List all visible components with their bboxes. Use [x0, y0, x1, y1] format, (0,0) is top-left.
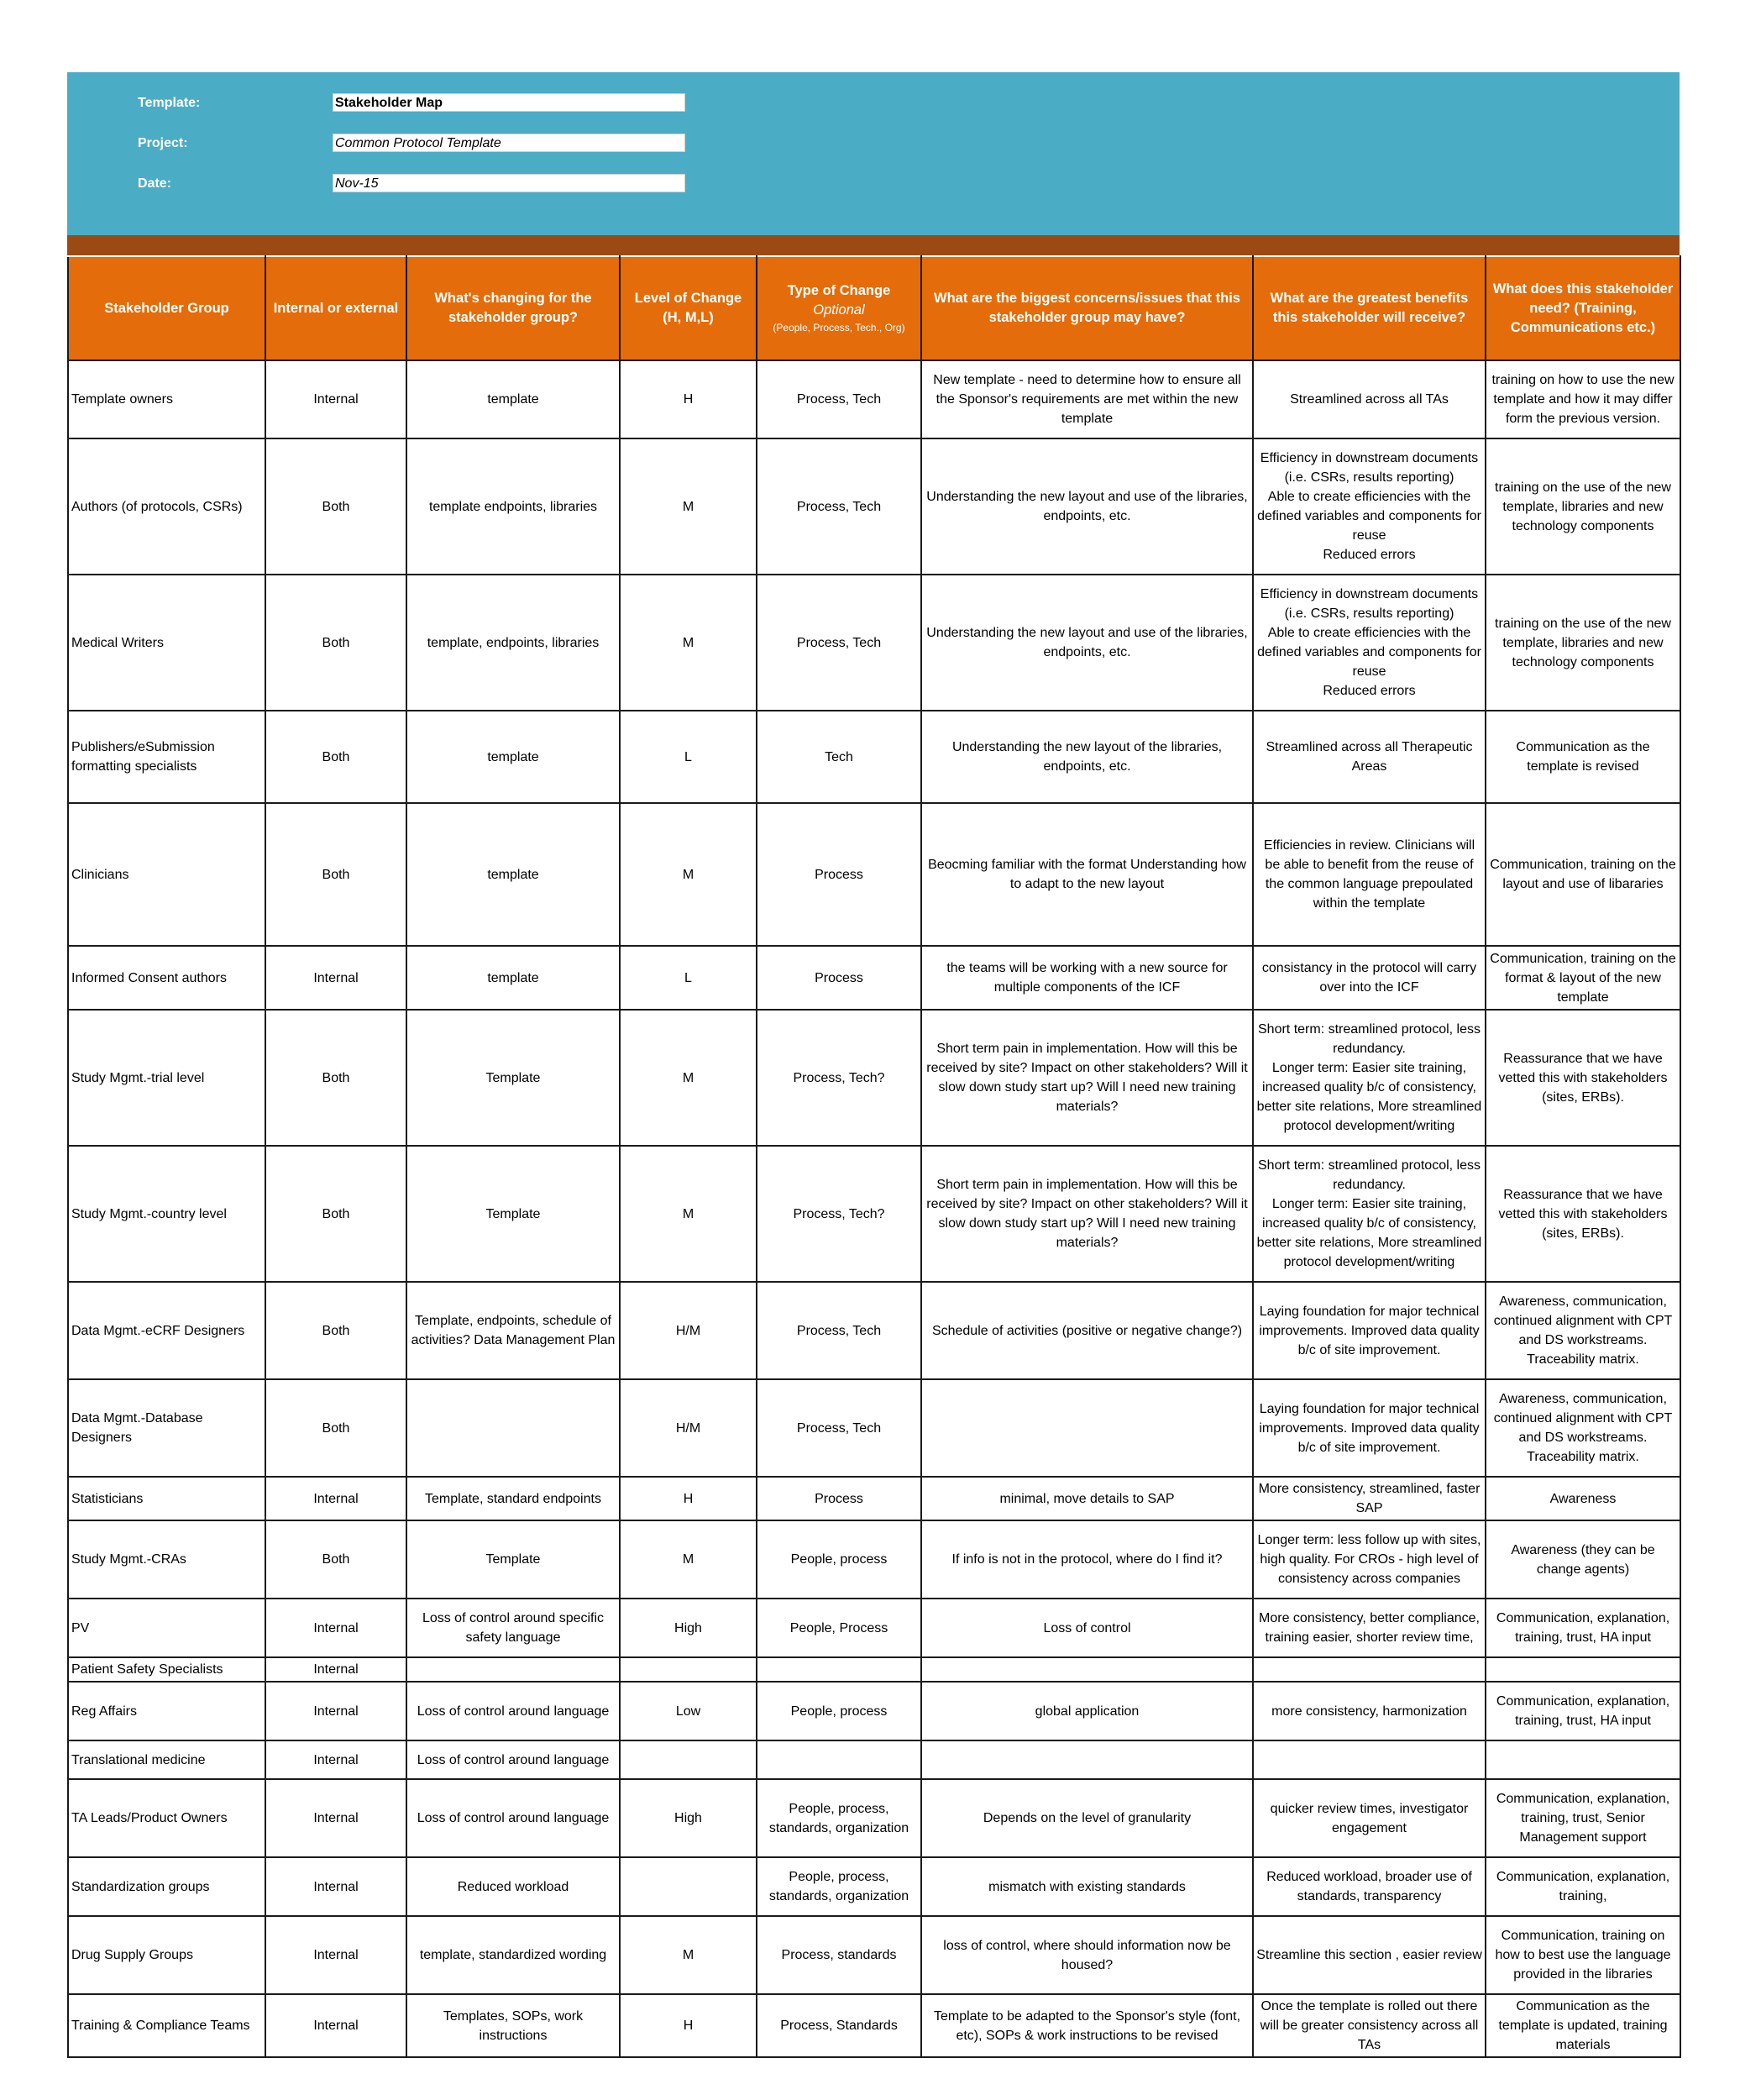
type-of-change-cell[interactable]: People, process, standards, organization — [757, 1857, 921, 1916]
internal-external-cell[interactable]: Both — [265, 1146, 406, 1282]
needs-cell[interactable]: Communication, training on the format & layout of the new template — [1486, 946, 1680, 1010]
concerns-cell[interactable]: Understanding the new layout and use of the libraries, endpoints, etc. — [921, 575, 1253, 711]
needs-cell[interactable]: Awareness, communication, continued alignment with CPT and DS workstreams. Traceability matrix. — [1486, 1379, 1680, 1477]
type-of-change-cell[interactable]: Process, Tech — [757, 1379, 921, 1477]
needs-cell[interactable]: Awareness, communication, continued alignment with CPT and DS workstreams. Traceability matrix. — [1486, 1282, 1680, 1379]
type-of-change-cell[interactable]: Process — [757, 946, 921, 1010]
table-row — [68, 711, 1680, 803]
type-of-change-cell[interactable]: Process — [757, 1477, 921, 1520]
needs-cell[interactable]: Communication, training on how to best use the language provided in the libraries — [1486, 1916, 1680, 1994]
project-label: Project: — [138, 136, 188, 150]
stakeholder-group-cell[interactable]: Authors (of protocols, CSRs) — [68, 438, 265, 575]
level-of-change-cell[interactable]: H/M — [620, 1282, 757, 1379]
level-of-change-cell[interactable]: M — [620, 575, 757, 711]
concerns-cell[interactable]: Depends on the level of granularity — [921, 1779, 1253, 1857]
level-of-change-cell[interactable]: M — [620, 803, 757, 946]
benefits-cell[interactable]: Efficiency in downstream documents (i.e. CSRs, results reporting) Able to create efficiencies with the defined variables and components for reuse Reduced errors — [1253, 438, 1486, 575]
type-of-change-cell[interactable] — [757, 1740, 921, 1779]
table-row — [68, 1379, 1680, 1477]
table-row — [68, 1657, 1680, 1682]
stakeholder-group-cell[interactable]: TA Leads/Product Owners — [68, 1779, 265, 1857]
benefits-cell[interactable]: More consistency, streamlined, faster SAP — [1253, 1477, 1486, 1520]
type-of-change-cell[interactable] — [757, 1657, 921, 1682]
needs-cell[interactable]: Communication, explanation, training, trust, HA input — [1486, 1599, 1680, 1657]
concerns-cell[interactable] — [921, 1740, 1253, 1779]
level-of-change-cell[interactable]: H — [620, 360, 757, 438]
benefits-cell[interactable]: Short term: streamlined protocol, less redundancy. Longer term: Easier site training, increased quality b/c of consistency, better site relations, More streamlined protocol development/writing — [1253, 1146, 1486, 1282]
table-row — [68, 360, 1680, 438]
stakeholder-group-cell[interactable]: Data Mgmt.-eCRF Designers — [68, 1282, 265, 1379]
stakeholder-group-cell[interactable]: Medical Writers — [68, 575, 265, 711]
concerns-cell[interactable]: the teams will be working with a new source for multiple components of the ICF — [921, 946, 1253, 1010]
whats-changing-cell[interactable]: Reduced workload — [406, 1857, 620, 1916]
concerns-cell[interactable]: minimal, move details to SAP — [921, 1477, 1253, 1520]
concerns-cell[interactable]: mismatch with existing standards — [921, 1857, 1253, 1916]
benefits-cell[interactable]: quicker review times, investigator engagement — [1253, 1779, 1486, 1857]
type-of-change-cell[interactable]: Process, Standards — [757, 1994, 921, 2057]
type-of-change-options: (People, Process, Tech., Org) — [773, 322, 905, 333]
type-of-change-cell[interactable]: Tech — [757, 711, 921, 803]
concerns-cell[interactable]: New template - need to determine how to ensure all the Sponsor's requirements are met within the new template — [921, 360, 1253, 438]
whats-changing-cell[interactable]: Template — [406, 1146, 620, 1282]
type-of-change-title: Type of Change — [787, 283, 891, 298]
level-of-change-cell[interactable]: M — [620, 1010, 757, 1146]
needs-cell[interactable] — [1486, 1740, 1680, 1779]
needs-cell[interactable] — [1486, 1657, 1680, 1682]
level-of-change-cell[interactable]: M — [620, 1146, 757, 1282]
level-of-change-cell[interactable]: L — [620, 946, 757, 1010]
col-header-whats-changing: What's changing for the stakeholder group? — [406, 256, 620, 360]
table-row — [68, 1146, 1680, 1282]
level-of-change-cell[interactable]: M — [620, 1916, 757, 1994]
internal-external-cell[interactable]: Internal — [265, 1740, 406, 1779]
table-row — [68, 1857, 1680, 1916]
table-row — [68, 1010, 1680, 1146]
internal-external-cell[interactable]: Both — [265, 575, 406, 711]
stakeholder-group-cell[interactable]: Patient Safety Specialists — [68, 1657, 265, 1682]
table-body — [68, 360, 1680, 2057]
col-header-benefits: What are the greatest benefits this stakeholder will receive? — [1253, 256, 1486, 360]
table-row — [68, 1916, 1680, 1994]
internal-external-cell[interactable]: Both — [265, 438, 406, 575]
benefits-cell[interactable]: Efficiency in downstream documents (i.e. CSRs, results reporting) Able to create efficiencies with the defined variables and components for reuse Reduced errors — [1253, 575, 1486, 711]
col-header-internal-external: Internal or external — [265, 256, 406, 360]
needs-cell[interactable]: Communication as the template is revised — [1486, 711, 1680, 803]
internal-external-cell[interactable]: Both — [265, 803, 406, 946]
stakeholder-group-cell[interactable]: Reg Affairs — [68, 1682, 265, 1740]
concerns-cell[interactable]: Understanding the new layout of the libraries, endpoints, etc. — [921, 711, 1253, 803]
level-of-change-cell[interactable] — [620, 1657, 757, 1682]
benefits-cell[interactable]: Short term: streamlined protocol, less redundancy. Longer term: Easier site training, increased quality b/c of consistency, better site relations, More streamlined protocol development/writing — [1253, 1010, 1486, 1146]
whats-changing-cell[interactable]: template endpoints, libraries — [406, 438, 620, 575]
table-row — [68, 946, 1680, 1010]
type-of-change-cell[interactable]: People, process, standards, organization — [757, 1779, 921, 1857]
col-header-needs: What does this stakeholder need? (Training, Communications etc.) — [1486, 256, 1680, 360]
benefits-cell[interactable]: Streamlined across all Therapeutic Areas — [1253, 711, 1486, 803]
whats-changing-cell[interactable]: template, standardized wording — [406, 1916, 620, 1994]
level-of-change-cell[interactable] — [620, 1740, 757, 1779]
col-header-stakeholder-group: Stakeholder Group — [68, 256, 265, 360]
internal-external-cell[interactable]: Internal — [265, 1599, 406, 1657]
benefits-cell[interactable]: More consistency, better compliance, training easier, shorter review time, — [1253, 1599, 1486, 1657]
table-row — [68, 1520, 1680, 1599]
whats-changing-cell[interactable]: Loss of control around language — [406, 1682, 620, 1740]
type-of-change-cell[interactable]: Process, Tech — [757, 360, 921, 438]
concerns-cell[interactable]: global application — [921, 1682, 1253, 1740]
benefits-cell[interactable]: Efficiencies in review. Clinicians will be able to benefit from the reuse of the common language prepoulated within the template — [1253, 803, 1486, 946]
internal-external-cell[interactable]: Internal — [265, 946, 406, 1010]
benefits-cell[interactable]: Streamline this section , easier review — [1253, 1916, 1486, 1994]
concerns-cell[interactable] — [921, 1379, 1253, 1477]
concerns-cell[interactable]: Schedule of activities (positive or negative change?) — [921, 1282, 1253, 1379]
type-of-change-cell[interactable]: People, process — [757, 1520, 921, 1599]
stakeholder-group-cell[interactable]: Standardization groups — [68, 1857, 265, 1916]
type-of-change-cell[interactable]: Process, Tech? — [757, 1146, 921, 1282]
whats-changing-cell[interactable]: template — [406, 946, 620, 1010]
benefits-cell[interactable]: Streamlined across all TAs — [1253, 360, 1486, 438]
type-of-change-cell[interactable]: Process, Tech? — [757, 1010, 921, 1146]
concerns-cell[interactable]: loss of control, where should information now be housed? — [921, 1916, 1253, 1994]
stakeholder-group-cell[interactable]: Study Mgmt.-trial level — [68, 1010, 265, 1146]
table-row — [68, 1779, 1680, 1857]
table-row — [68, 1740, 1680, 1779]
benefits-cell[interactable]: Reduced workload, broader use of standards, transparency — [1253, 1857, 1486, 1916]
level-of-change-cell[interactable]: High — [620, 1779, 757, 1857]
level-of-change-cell[interactable]: H — [620, 1994, 757, 2057]
internal-external-cell[interactable]: Internal — [265, 1916, 406, 1994]
whats-changing-cell[interactable]: Loss of control around language — [406, 1779, 620, 1857]
internal-external-cell[interactable]: Both — [265, 1010, 406, 1146]
concerns-cell[interactable]: Short term pain in implementation. How will this be received by site? Impact on other stakeholders? Will it slow down study start up? Will I need new training materials? — [921, 1146, 1253, 1282]
benefits-cell[interactable] — [1253, 1657, 1486, 1682]
level-of-change-cell[interactable]: H — [620, 1477, 757, 1520]
level-of-change-cell[interactable]: L — [620, 711, 757, 803]
needs-cell[interactable]: training on how to use the new template and how it may differ form the previous version. — [1486, 360, 1680, 438]
needs-cell[interactable]: Awareness (they can be change agents) — [1486, 1520, 1680, 1599]
stakeholder-group-cell[interactable]: Template owners — [68, 360, 265, 438]
internal-external-cell[interactable]: Both — [265, 1282, 406, 1379]
whats-changing-cell[interactable] — [406, 1379, 620, 1477]
date-label: Date: — [138, 176, 172, 191]
whats-changing-cell[interactable]: template — [406, 803, 620, 946]
whats-changing-cell[interactable]: template, endpoints, libraries — [406, 575, 620, 711]
whats-changing-cell[interactable]: Loss of control around language — [406, 1740, 620, 1779]
table-row — [68, 1282, 1680, 1379]
internal-external-cell[interactable]: Internal — [265, 1994, 406, 2057]
whats-changing-cell[interactable]: Template, standard endpoints — [406, 1477, 620, 1520]
benefits-cell[interactable]: more consistency, harmonization — [1253, 1682, 1486, 1740]
internal-external-cell[interactable]: Internal — [265, 1477, 406, 1520]
level-of-change-cell[interactable]: M — [620, 438, 757, 575]
benefits-cell[interactable]: Laying foundation for major technical improvements. Improved data quality b/c of site improvement. — [1253, 1379, 1486, 1477]
table-row — [68, 1477, 1680, 1520]
internal-external-cell[interactable]: Internal — [265, 1682, 406, 1740]
whats-changing-cell[interactable]: Loss of control around specific safety language — [406, 1599, 620, 1657]
needs-cell[interactable]: Communication, explanation, training, — [1486, 1857, 1680, 1916]
stakeholder-group-cell[interactable]: Training & Compliance Teams — [68, 1994, 265, 2057]
concerns-cell[interactable]: Loss of control — [921, 1599, 1253, 1657]
table-row — [68, 803, 1680, 946]
internal-external-cell[interactable]: Internal — [265, 1857, 406, 1916]
stakeholder-group-cell[interactable]: Translational medicine — [68, 1740, 265, 1779]
needs-cell[interactable]: Communication as the template is updated, training materials — [1486, 1994, 1680, 2057]
concerns-cell[interactable]: If info is not in the protocol, where do I find it? — [921, 1520, 1253, 1599]
needs-cell[interactable]: training on the use of the new template, libraries and new technology components — [1486, 575, 1680, 711]
needs-cell[interactable]: Communication, training on the layout and use of libararies — [1486, 803, 1680, 946]
level-of-change-cell[interactable] — [620, 1857, 757, 1916]
needs-cell[interactable]: Awareness — [1486, 1477, 1680, 1520]
needs-cell[interactable]: Communication, explanation, training, trust, HA input — [1486, 1682, 1680, 1740]
stakeholder-group-cell[interactable]: Study Mgmt.-country level — [68, 1146, 265, 1282]
type-of-change-cell[interactable]: People, Process — [757, 1599, 921, 1657]
table-row — [68, 438, 1680, 575]
type-of-change-cell[interactable]: Process, Tech — [757, 438, 921, 575]
benefits-cell[interactable]: consistancy in the protocol will carry over into the ICF — [1253, 946, 1486, 1010]
template-label: Template: — [138, 96, 201, 110]
header-banner — [67, 72, 1680, 235]
stakeholder-group-cell[interactable]: Publishers/eSubmission formatting specialists — [68, 711, 265, 803]
internal-external-cell[interactable]: Both — [265, 711, 406, 803]
whats-changing-cell[interactable]: Template, endpoints, schedule of activities? Data Management Plan — [406, 1282, 620, 1379]
concerns-cell[interactable]: Understanding the new layout and use of the libraries, endpoints, etc. — [921, 438, 1253, 575]
benefits-cell[interactable]: Once the template is rolled out there will be greater consistency across all TAs — [1253, 1994, 1486, 2057]
benefits-cell[interactable] — [1253, 1740, 1486, 1779]
needs-cell[interactable]: training on the use of the new template, libraries and new technology components — [1486, 438, 1680, 575]
whats-changing-cell[interactable]: Templates, SOPs, work instructions — [406, 1994, 620, 2057]
date-value[interactable]: Nov-15 — [333, 174, 685, 192]
table-row — [68, 1599, 1680, 1657]
stakeholder-group-cell[interactable]: Study Mgmt.-CRAs — [68, 1520, 265, 1599]
concerns-cell[interactable]: Beocming familiar with the format Understanding how to adapt to the new layout — [921, 803, 1253, 946]
stakeholder-group-cell[interactable]: Data Mgmt.-Database Designers — [68, 1379, 265, 1477]
needs-cell[interactable]: Communication, explanation, training, trust, Senior Management support — [1486, 1779, 1680, 1857]
level-of-change-cell[interactable]: H/M — [620, 1379, 757, 1477]
level-of-change-cell[interactable]: High — [620, 1599, 757, 1657]
table-row — [68, 1994, 1680, 2057]
col-header-concerns: What are the biggest concerns/issues that this stakeholder group may have? — [921, 256, 1253, 360]
header-divider-strip — [67, 235, 1680, 255]
table-row — [68, 1682, 1680, 1740]
internal-external-cell[interactable]: Internal — [265, 1779, 406, 1857]
concerns-cell[interactable] — [921, 1657, 1253, 1682]
table-header-row — [68, 256, 1680, 360]
stakeholder-group-cell[interactable]: PV — [68, 1599, 265, 1657]
stakeholder-group-cell[interactable]: Informed Consent authors — [68, 946, 265, 1010]
internal-external-cell[interactable]: Both — [265, 1379, 406, 1477]
whats-changing-cell[interactable]: template — [406, 711, 620, 803]
type-of-change-cell[interactable]: Process — [757, 803, 921, 946]
stakeholder-table — [67, 255, 1681, 2058]
whats-changing-cell[interactable] — [406, 1657, 620, 1682]
benefits-cell[interactable]: Longer term: less follow up with sites, high quality. For CROs - high level of consistency across companies — [1253, 1520, 1486, 1599]
internal-external-cell[interactable]: Internal — [265, 1657, 406, 1682]
stakeholder-group-cell[interactable]: Clinicians — [68, 803, 265, 946]
whats-changing-cell[interactable]: Template — [406, 1010, 620, 1146]
internal-external-cell[interactable]: Internal — [265, 360, 406, 438]
type-of-change-cell[interactable]: Process, standards — [757, 1916, 921, 1994]
concerns-cell[interactable]: Short term pain in implementation. How will this be received by site? Impact on other stakeholders? Will it slow down study start up? Will I need new training materials? — [921, 1010, 1253, 1146]
type-of-change-cell[interactable]: Process, Tech — [757, 575, 921, 711]
benefits-cell[interactable]: Laying foundation for major technical improvements. Improved data quality b/c of site improvement. — [1253, 1282, 1486, 1379]
col-header-type-of-change — [757, 256, 921, 360]
type-of-change-optional: Optional — [813, 302, 865, 318]
level-of-change-cell[interactable]: M — [620, 1520, 757, 1599]
type-of-change-cell[interactable]: People, process — [757, 1682, 921, 1740]
table-row — [68, 575, 1680, 711]
internal-external-cell[interactable]: Both — [265, 1520, 406, 1599]
project-value[interactable]: Common Protocol Template — [333, 134, 685, 152]
whats-changing-cell[interactable]: template — [406, 360, 620, 438]
level-of-change-cell[interactable]: Low — [620, 1682, 757, 1740]
type-of-change-cell[interactable]: Process, Tech — [757, 1282, 921, 1379]
stakeholder-group-cell[interactable]: Statisticians — [68, 1477, 265, 1520]
concerns-cell[interactable]: Template to be adapted to the Sponsor's style (font, etc), SOPs & work instructions to be revised — [921, 1994, 1253, 2057]
col-header-level-of-change: Level of Change (H, M,L) — [620, 256, 757, 360]
whats-changing-cell[interactable]: Template — [406, 1520, 620, 1599]
stakeholder-group-cell[interactable]: Drug Supply Groups — [68, 1916, 265, 1994]
template-value[interactable]: Stakeholder Map — [333, 93, 685, 112]
needs-cell[interactable]: Reassurance that we have vetted this with stakeholders (sites, ERBs). — [1486, 1146, 1680, 1282]
needs-cell[interactable]: Reassurance that we have vetted this with stakeholders (sites, ERBs). — [1486, 1010, 1680, 1146]
